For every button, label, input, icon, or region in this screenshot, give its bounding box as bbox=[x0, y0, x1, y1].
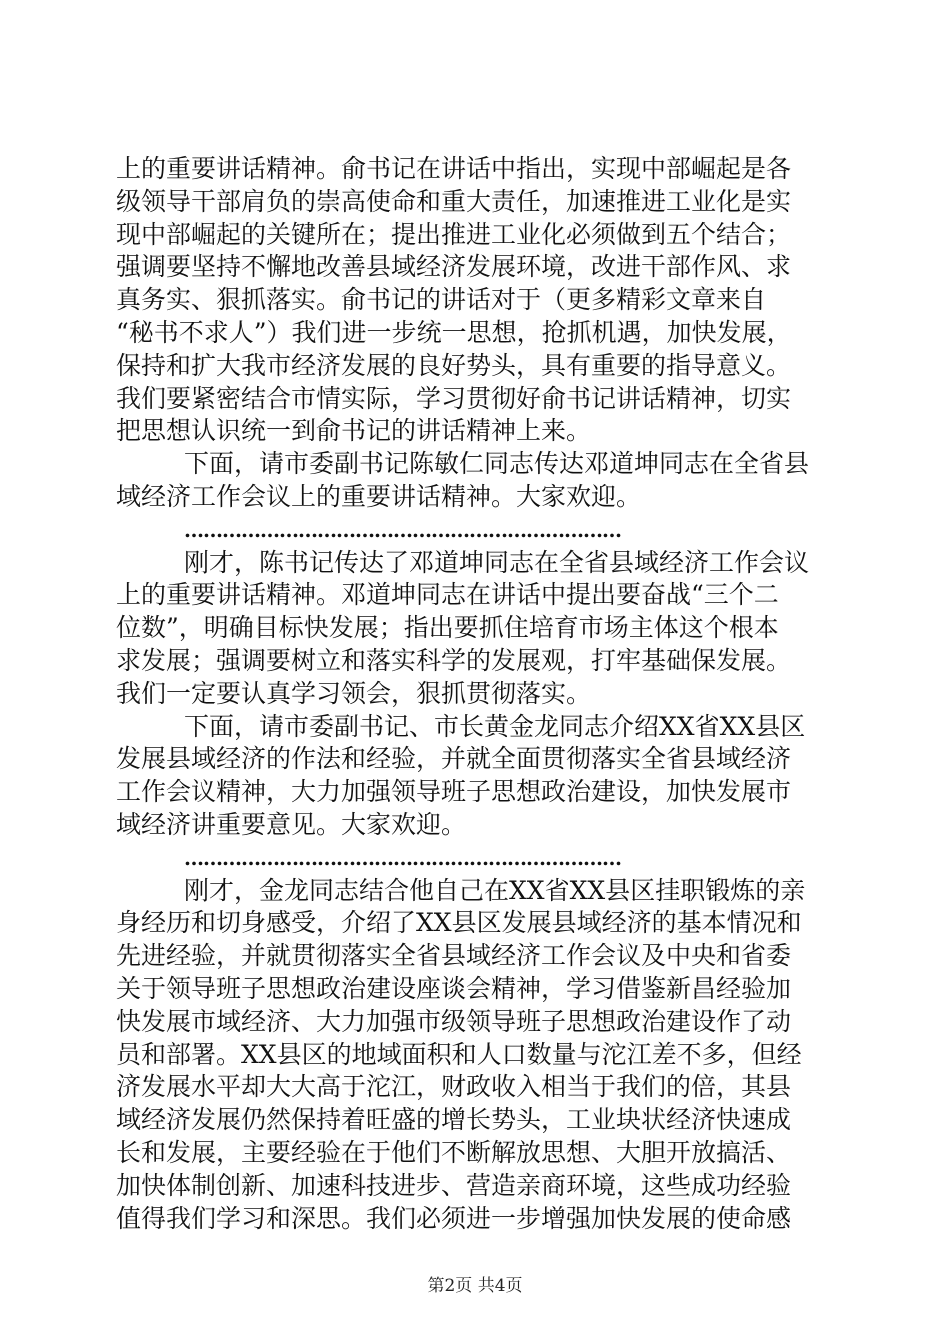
paragraph-first-line: 刚才，陈书记传达了邓道坤同志在全省县域经济工作会议 bbox=[184, 547, 810, 577]
text-line: 把思想认识统一到俞书记的讲话精神上来。 bbox=[116, 416, 592, 446]
document-body bbox=[116, 153, 836, 1235]
text-line: 快发展市域经济、大力加强市级领导班子思想政治建设作了动 bbox=[116, 1006, 792, 1036]
separator-dots: …………………………………………………………… bbox=[184, 517, 621, 542]
text-line: 现中部崛起的关键所在；提出推进工业化必须做到五个结合； bbox=[116, 219, 792, 249]
text-line: 工作会议精神，大力加强领导班子思想政治建设，加快发展市 bbox=[116, 777, 792, 807]
text-line: 域经济工作会议上的重要讲话精神。大家欢迎。 bbox=[116, 481, 642, 511]
text-line: 我们一定要认真学习领会，狠抓贯彻落实。 bbox=[116, 678, 592, 708]
text-line: 求发展；强调要树立和落实科学的发展观，打牢基础保发展。 bbox=[116, 645, 792, 675]
text-line: 加快体制创新、加速科技进步、营造亲商环境，这些成功经验 bbox=[116, 1170, 792, 1200]
text-line: 值得我们学习和深思。我们必须进一步增强加快发展的使命感 bbox=[116, 1203, 792, 1233]
text-line: 上的重要讲话精神。俞书记在讲话中指出，实现中部崛起是各 bbox=[116, 154, 792, 183]
text-line: 真务实、狠抓落实。俞书记的讲话对于（更多精彩文章来自 bbox=[116, 285, 767, 315]
text-line: 济发展水平却大大高于沱江，财政收入相当于我们的倍，其县 bbox=[116, 1072, 792, 1102]
paragraph-first-line: 下面，请市委副书记陈敏仁同志传达邓道坤同志在全省县 bbox=[184, 449, 810, 479]
text-line: 我们要紧密结合市情实际，学习贯彻好俞书记讲话精神，切实 bbox=[116, 383, 792, 413]
text-line: 域经济讲重要意见。大家欢迎。 bbox=[116, 809, 467, 839]
text-line: 身经历和切身感受，介绍了XX县区发展县域经济的基本情况和 bbox=[116, 908, 802, 938]
text-line: 上的重要讲话精神。邓道坤同志在讲话中提出要奋战“三个二 bbox=[116, 580, 779, 610]
paragraph-first-line: 刚才，金龙同志结合他自己在XX省XX县区挂职锻炼的亲 bbox=[184, 875, 806, 905]
text-line: 员和部署。XX县区的地域面积和人口数量与沱江差不多，但经 bbox=[116, 1039, 802, 1069]
text-line: 强调要坚持不懈地改善县域经济发展环境，改进干部作风、求 bbox=[116, 252, 792, 282]
text-line: 域经济发展仍然保持着旺盛的增长势头，工业块状经济快速成 bbox=[116, 1105, 792, 1135]
text-line: 先进经验，并就贯彻落实全省县域经济工作会议及中央和省委 bbox=[116, 941, 792, 971]
text-line: “秘书不求人”）我们进一步统一思想，抢抓机遇，加快发展， bbox=[116, 317, 792, 347]
page-number: 第2页 共4页 bbox=[427, 1276, 523, 1296]
text-line: 保持和扩大我市经济发展的良好势头，具有重要的指导意义。 bbox=[116, 350, 792, 380]
text-line: 位数”，明确目标快发展；指出要抓住培育市场主体这个根本 bbox=[116, 613, 779, 643]
paragraph-first-line: 下面，请市委副书记、市长黄金龙同志介绍XX省XX县区 bbox=[184, 711, 806, 741]
separator-dots: …………………………………………………………… bbox=[184, 845, 621, 870]
text-line: 长和发展，主要经验在于他们不断解放思想、大胆开放搞活、 bbox=[116, 1137, 792, 1167]
text-line: 发展县域经济的作法和经验，并就全面贯彻落实全省县域经济 bbox=[116, 744, 792, 774]
text-line: 关于领导班子思想政治建设座谈会精神，学习借鉴新昌经验加 bbox=[116, 973, 792, 1003]
text-line: 级领导干部肩负的崇高使命和重大责任，加速推进工业化是实 bbox=[116, 186, 792, 216]
